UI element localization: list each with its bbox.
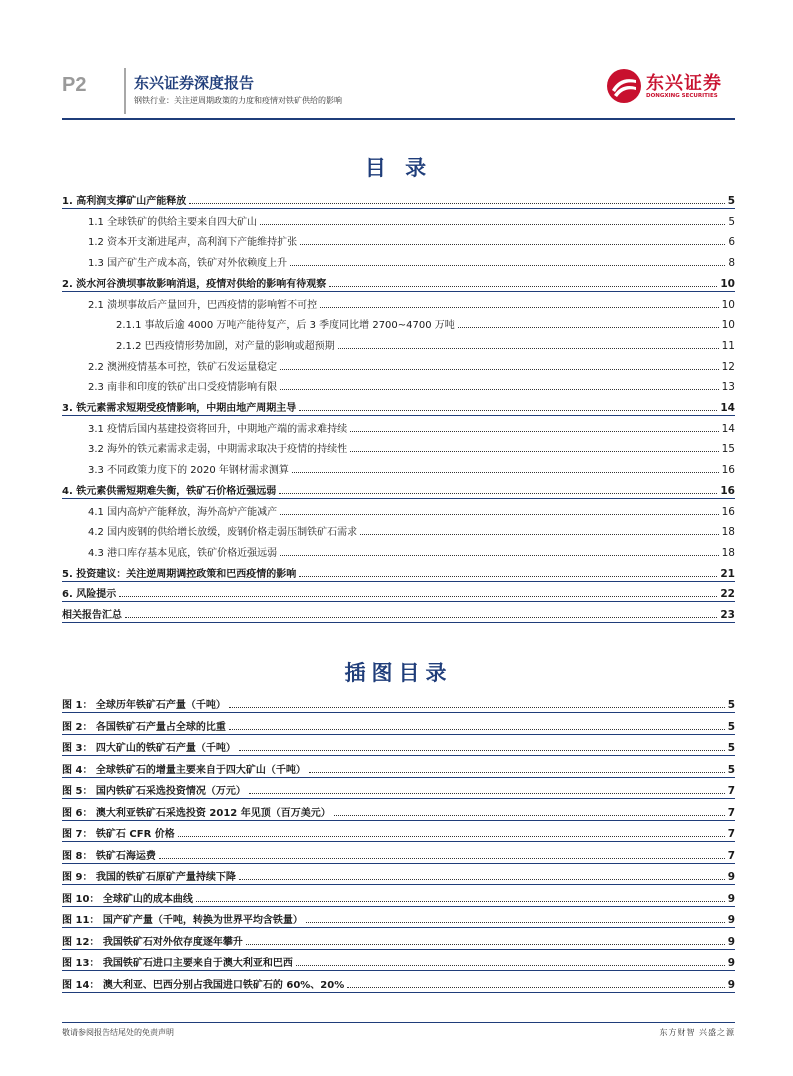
toc-entry[interactable] bbox=[88, 541, 735, 559]
toc-leader-dots bbox=[320, 306, 719, 308]
toc-entry[interactable] bbox=[88, 293, 735, 311]
figure-entry[interactable] bbox=[62, 865, 735, 883]
toc-entry[interactable] bbox=[62, 272, 735, 290]
toc-leader-dots bbox=[360, 533, 719, 535]
figure-entry-rule bbox=[62, 734, 735, 735]
toc-entry[interactable] bbox=[62, 189, 735, 207]
toc-entry-label: 2.1.1 事故后逾 4000 万吨产能待复产，后 3 季度同比增 2700~4700 万吨 bbox=[116, 320, 455, 332]
toc-entry[interactable] bbox=[116, 334, 735, 352]
toc-entry-page: 18 bbox=[721, 526, 735, 539]
toc-entry-label: 3.1 疫情后国内基建投资将回升，中期地产端的需求难持续 bbox=[88, 423, 348, 435]
figure-entry-rule bbox=[62, 884, 735, 885]
toc-entry-label: 2. 淡水河谷溃坝事故影响消退，疫情对供给的影响有待观察 bbox=[62, 278, 327, 290]
toc-leader-dots bbox=[350, 430, 719, 432]
toc-entry-page: 10 bbox=[720, 277, 735, 290]
figure-entry-page: 5 bbox=[727, 720, 735, 733]
figure-entry-label: 图 3： 四大矿山的铁矿石产量（千吨） bbox=[62, 743, 236, 754]
figure-entry-page: 5 bbox=[727, 699, 735, 711]
toc-entry-page: 23 bbox=[720, 609, 735, 621]
toc-leader-dots bbox=[280, 513, 719, 515]
figure-leader-dots bbox=[178, 835, 725, 837]
figure-entry-rule bbox=[62, 906, 735, 907]
toc-title: 目 录 bbox=[364, 156, 433, 180]
toc-entry-label: 2.2 澳洲疫情基本可控，铁矿石发运量稳定 bbox=[88, 361, 278, 373]
toc-entry-page: 6 bbox=[728, 236, 735, 249]
toc-entry-label: 2.1 溃坝事故后产量回升，巴西疫情的影响暂不可控 bbox=[88, 299, 318, 311]
toc-entry-page: 5 bbox=[727, 195, 735, 207]
figure-entry-rule bbox=[62, 992, 735, 993]
toc-leader-dots bbox=[280, 368, 719, 370]
toc-leader-dots bbox=[458, 326, 719, 328]
toc-section-rule bbox=[62, 622, 735, 623]
toc-leader-dots bbox=[260, 223, 725, 225]
toc-entry-label: 3.2 海外的铁元素需求走弱，中期需求取决于疫情的持续性 bbox=[88, 444, 348, 456]
figure-leader-dots bbox=[306, 921, 725, 923]
toc-entry[interactable] bbox=[62, 582, 735, 600]
figure-entry-page: 9 bbox=[727, 914, 735, 926]
figure-entry[interactable] bbox=[62, 951, 735, 969]
figure-entry-label: 图 13： 我国铁矿石进口主要来自于澳大利亚和巴西 bbox=[62, 958, 293, 969]
toc-leader-dots bbox=[125, 616, 717, 618]
toc-entry-label: 2.1.2 巴西疫情形势加剧，对产量的影响或超预期 bbox=[116, 340, 335, 352]
figure-entry[interactable] bbox=[62, 844, 735, 862]
figure-entry-page: 7 bbox=[727, 806, 735, 819]
toc-entry-label: 3.3 不同政策力度下的 2020 年钢材需求测算 bbox=[88, 465, 289, 477]
toc-entry[interactable] bbox=[88, 210, 735, 228]
figure-entry-rule bbox=[62, 841, 735, 842]
figure-leader-dots bbox=[246, 943, 725, 945]
figure-leader-dots bbox=[229, 706, 725, 708]
figure-entry[interactable] bbox=[62, 736, 735, 754]
toc-entry-page: 21 bbox=[720, 567, 735, 580]
figure-list-title: 插图目录 bbox=[344, 661, 453, 685]
figure-entry-label: 图 9： 我国的铁矿石原矿产量持续下降 bbox=[62, 872, 236, 883]
figure-leader-dots bbox=[229, 728, 725, 730]
figure-leader-dots bbox=[249, 792, 725, 794]
figure-entry-page: 9 bbox=[727, 892, 735, 905]
figure-leader-dots bbox=[239, 878, 725, 880]
toc-entry-page: 13 bbox=[721, 381, 735, 394]
toc-leader-dots bbox=[119, 595, 717, 597]
figure-entry-rule bbox=[62, 755, 735, 756]
toc-entry[interactable] bbox=[88, 437, 735, 455]
report-subtitle: 钢铁行业：关注逆周期政策的力度和疫情对铁矿供给的影响 bbox=[134, 96, 342, 105]
figure-entry-page: 7 bbox=[727, 785, 735, 797]
figure-leader-dots bbox=[309, 771, 725, 773]
toc-leader-dots bbox=[350, 450, 719, 452]
toc-leader-dots bbox=[292, 471, 719, 473]
toc-entry[interactable] bbox=[88, 355, 735, 373]
toc-entry-label: 4. 铁元素供需短期难失衡，铁矿石价格近强远弱 bbox=[62, 485, 277, 497]
figure-entry-page: 5 bbox=[727, 763, 735, 776]
toc-entry-page: 16 bbox=[720, 484, 735, 497]
figure-entry-label: 图 2： 各国铁矿石产量占全球的比重 bbox=[62, 721, 226, 733]
toc-entry-label: 1.3 国产矿生产成本高，铁矿对外依赖度上升 bbox=[88, 258, 288, 270]
toc-entry-label: 相关报告汇总 bbox=[62, 610, 122, 621]
toc-entry-page: 15 bbox=[721, 443, 735, 456]
toc-entry[interactable] bbox=[62, 562, 735, 580]
figure-entry[interactable] bbox=[62, 758, 735, 776]
figure-entry-page: 9 bbox=[727, 957, 735, 969]
figure-entry-label: 图 14： 澳大利亚、巴西分别占我国进口铁矿石的 60%、20% bbox=[62, 979, 345, 991]
toc-entry-page: 22 bbox=[720, 588, 735, 601]
toc-leader-dots bbox=[299, 575, 717, 577]
figure-entry[interactable] bbox=[62, 715, 735, 733]
header-divider bbox=[124, 68, 126, 114]
figure-entry-page: 9 bbox=[727, 978, 735, 991]
figure-entry[interactable] bbox=[62, 801, 735, 819]
figure-entry-rule bbox=[62, 820, 735, 821]
toc-entry-page: 5 bbox=[728, 215, 735, 228]
toc-entry-label: 2.3 南非和印度的铁矿出口受疫情影响有限 bbox=[88, 382, 278, 394]
toc-entry-page: 14 bbox=[720, 402, 735, 414]
logo-text-cn: 东兴证券 bbox=[646, 73, 722, 94]
toc-leader-dots bbox=[280, 554, 719, 556]
toc-entry-page: 14 bbox=[721, 422, 735, 435]
figure-entry[interactable] bbox=[62, 930, 735, 948]
toc-entry[interactable] bbox=[88, 230, 735, 248]
figure-leader-dots bbox=[159, 857, 725, 859]
figure-entry-label: 图 4： 全球铁矿石的增量主要来自于四大矿山（千吨） bbox=[62, 764, 306, 776]
dongxing-logo-icon bbox=[606, 68, 642, 104]
toc-leader-dots bbox=[280, 388, 719, 390]
figure-entry[interactable] bbox=[62, 908, 735, 926]
toc-entry-page: 16 bbox=[721, 505, 735, 518]
toc-entry-label: 4.3 港口库存基本见底，铁矿价格近强远弱 bbox=[88, 547, 278, 559]
figure-entry[interactable] bbox=[62, 779, 735, 797]
toc-entry[interactable] bbox=[88, 375, 735, 393]
figure-entry-label: 图 12： 我国铁矿石对外依存度逐年攀升 bbox=[62, 936, 243, 948]
figure-entry-label: 图 7： 铁矿石 CFR 价格 bbox=[62, 829, 175, 840]
figure-entry-page: 9 bbox=[727, 935, 735, 948]
header-rule bbox=[62, 118, 735, 120]
toc-leader-dots bbox=[329, 285, 717, 287]
toc-leader-dots bbox=[338, 347, 719, 349]
toc-entry-page: 11 bbox=[721, 339, 735, 352]
figure-entry-rule bbox=[62, 927, 735, 928]
toc-entry[interactable] bbox=[62, 603, 735, 621]
figure-entry[interactable] bbox=[62, 822, 735, 840]
toc-entry-label: 1. 高利润支撑矿山产能释放 bbox=[62, 196, 187, 207]
toc-leader-dots bbox=[290, 264, 725, 266]
figure-entry-page: 7 bbox=[727, 828, 735, 840]
figure-entry-page: 9 bbox=[727, 871, 735, 883]
figure-entry-label: 图 5： 国内铁矿石采选投资情况（万元） bbox=[62, 786, 246, 797]
logo-text-en: DONGXING SECURITIES bbox=[646, 93, 718, 99]
footer-slogan: 东方财智 兴盛之源 bbox=[659, 1028, 735, 1037]
figure-entry[interactable] bbox=[62, 693, 735, 711]
toc-entry[interactable] bbox=[62, 479, 735, 497]
figure-leader-dots bbox=[347, 986, 724, 988]
footer-rule bbox=[62, 1022, 735, 1023]
toc-entry[interactable] bbox=[88, 500, 735, 518]
page-number: P2 bbox=[62, 74, 87, 96]
toc-entry[interactable] bbox=[88, 520, 735, 538]
figure-leader-dots bbox=[296, 964, 725, 966]
figure-entry-rule bbox=[62, 798, 735, 799]
figure-entry-page: 5 bbox=[727, 742, 735, 754]
figure-leader-dots bbox=[239, 749, 725, 751]
figure-entry-page: 7 bbox=[727, 849, 735, 862]
toc-entry-label: 1.1 全球铁矿的供给主要来自四大矿山 bbox=[88, 216, 258, 228]
footer-disclaimer: 敬请参阅报告结尾处的免责声明 bbox=[62, 1028, 174, 1037]
toc-entry[interactable] bbox=[62, 396, 735, 414]
toc-entry[interactable] bbox=[116, 313, 735, 331]
toc-entry[interactable] bbox=[88, 458, 735, 476]
toc-entry-page: 10 bbox=[721, 298, 735, 311]
toc-leader-dots bbox=[300, 243, 725, 245]
toc-entry-page: 18 bbox=[721, 546, 735, 559]
figure-entry[interactable] bbox=[62, 973, 735, 991]
figure-entry-label: 图 8： 铁矿石海运费 bbox=[62, 850, 156, 862]
toc-entry-label: 3. 铁元素需求短期受疫情影响，中期由地产周期主导 bbox=[62, 403, 297, 414]
figure-entry-rule bbox=[62, 970, 735, 971]
figure-entry-label: 图 11： 国产矿产量（千吨，转换为世界平均含铁量） bbox=[62, 915, 303, 926]
toc-entry-page: 16 bbox=[721, 464, 735, 477]
toc-entry[interactable] bbox=[88, 251, 735, 269]
figure-entry-label: 图 1： 全球历年铁矿石产量（千吨） bbox=[62, 700, 226, 711]
toc-entry-label: 4.1 国内高炉产能释放，海外高炉产能减产 bbox=[88, 506, 278, 518]
toc-entry-label: 5. 投资建议：关注逆周期调控政策和巴西疫情的影响 bbox=[62, 568, 297, 580]
toc-entry-label: 4.2 国内废钢的供给增长放缓，废钢价格走弱压制铁矿石需求 bbox=[88, 527, 358, 539]
figure-leader-dots bbox=[334, 814, 725, 816]
toc-entry[interactable] bbox=[88, 417, 735, 435]
figure-entry[interactable] bbox=[62, 887, 735, 905]
toc-entry-label: 1.2 资本开支渐进尾声，高利润下产能维持扩张 bbox=[88, 237, 298, 249]
figure-entry-rule bbox=[62, 949, 735, 950]
figure-entry-rule bbox=[62, 777, 735, 778]
toc-entry-page: 8 bbox=[728, 257, 735, 270]
toc-leader-dots bbox=[189, 202, 724, 204]
toc-entry-page: 12 bbox=[721, 360, 735, 373]
figure-entry-rule bbox=[62, 712, 735, 713]
toc-leader-dots bbox=[299, 409, 717, 411]
figure-entry-rule bbox=[62, 863, 735, 864]
dongxing-logo bbox=[606, 66, 736, 106]
toc-entry-label: 6. 风险提示 bbox=[62, 589, 117, 601]
figure-leader-dots bbox=[196, 900, 725, 902]
report-type: 东兴证券深度报告 bbox=[134, 74, 255, 92]
figure-entry-label: 图 6： 澳大利亚铁矿石采选投资 2012 年见顶（百万美元） bbox=[62, 807, 331, 819]
figure-entry-label: 图 10： 全球矿山的成本曲线 bbox=[62, 893, 193, 905]
toc-entry-page: 10 bbox=[721, 319, 735, 332]
toc-leader-dots bbox=[279, 492, 717, 494]
